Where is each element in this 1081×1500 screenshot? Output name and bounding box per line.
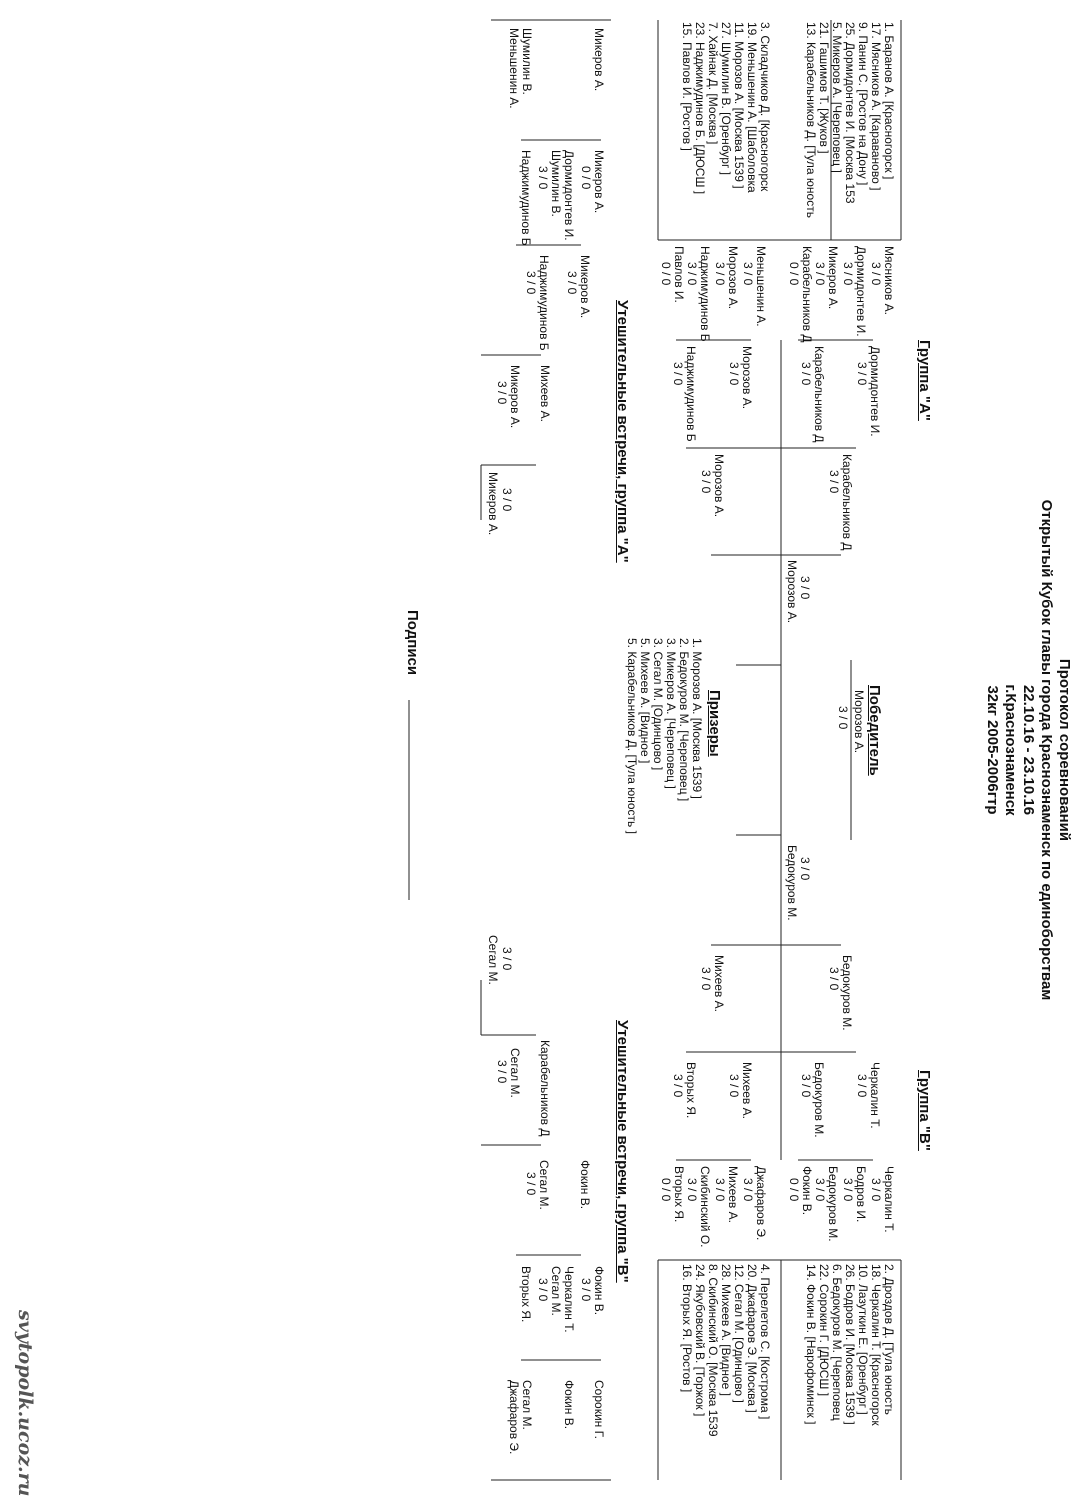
match-score: 3 / 0 bbox=[671, 362, 685, 386]
match-score: 3 / 0 bbox=[524, 271, 538, 295]
match-score: 3 / 0 bbox=[579, 1278, 593, 1302]
group-a-entrant: 13. Карабельников Д. [Тула юность bbox=[804, 22, 818, 218]
prize-entry: 5. Карабельников Д. [Тула юность ] bbox=[625, 638, 639, 834]
group-a-final-winner: Морозов А. bbox=[785, 560, 799, 624]
match-winner: Михеев А. bbox=[538, 365, 552, 422]
group-b-entrant: 6. Бедокуров М. [Череповец bbox=[830, 1264, 844, 1421]
group-a-final-score: 3 / 0 bbox=[798, 576, 812, 600]
group-b-entrant: 2. Дроздов Д. [Тула юность bbox=[882, 1264, 896, 1415]
match-score: 3 / 0 bbox=[855, 1074, 869, 1098]
match-score: 3 / 0 bbox=[813, 262, 827, 286]
group-b-entrant: 24. Якубовский В. [Торжок ] bbox=[693, 1264, 707, 1417]
match-winner: Морозов А. bbox=[712, 454, 726, 518]
match-winner: Дормидонтев И. bbox=[854, 246, 868, 337]
match-winner: Бедокуров М. bbox=[840, 955, 854, 1031]
group-a-entrant: 9. Панин С. [Ростов на Дону ] bbox=[856, 22, 870, 186]
match-score: 3 / 0 bbox=[727, 1074, 741, 1098]
match-winner: Михеев А. bbox=[712, 955, 726, 1012]
consolation-a-final-score: 3 / 0 bbox=[500, 488, 514, 512]
consolation-a-final-winner: Микеров А. bbox=[486, 472, 500, 536]
match-winner: Вторых Я. bbox=[684, 1062, 698, 1119]
winner-score: 3 / 0 bbox=[836, 706, 850, 730]
match-winner: Наджимудинов Б bbox=[684, 346, 698, 442]
consolation-entrant: Сорокин Г. bbox=[592, 1380, 606, 1439]
match-winner: Фокин В. bbox=[578, 1160, 592, 1210]
match-winner: Михеев А. bbox=[740, 1062, 754, 1119]
match-winner: Бодров И. bbox=[854, 1166, 868, 1223]
group-a-entrant: 11. Морозов А. [Москва 1539 ] bbox=[732, 22, 746, 189]
match-score: 3 / 0 bbox=[713, 1178, 727, 1202]
match-score: 0 / 0 bbox=[787, 262, 801, 286]
consolation-entrant: Джафаров Э. bbox=[507, 1380, 521, 1455]
match-winner: Сегал М. bbox=[549, 1266, 563, 1316]
prizes-title: Призеры bbox=[706, 690, 723, 757]
prize-entry: 3. Сегал М. [Одинцово ] bbox=[651, 638, 665, 771]
group-b-entrant: 4. Перелетов С. [Кострома ] bbox=[758, 1264, 772, 1420]
match-winner: Бедокуров М. bbox=[812, 1062, 826, 1138]
group-a-entrant: 27. Шумилин В. [Оренбург ] bbox=[719, 22, 733, 176]
site-watermark: svytopolk.ucoz.ru bbox=[14, 1310, 36, 1497]
consolation-entrant: Шумилин В. bbox=[520, 28, 534, 95]
match-score: 3 / 0 bbox=[536, 1278, 550, 1302]
competition-name: Открытый Кубок главы города Краснознаменск по единоборствам bbox=[1038, 499, 1055, 1001]
match-winner: Павлов И. bbox=[672, 246, 686, 303]
consolation-entrant: Микеров А. bbox=[592, 28, 606, 92]
match-score: 3 / 0 bbox=[699, 967, 713, 991]
match-score: 3 / 0 bbox=[827, 967, 841, 991]
match-score: 3 / 0 bbox=[524, 1172, 538, 1196]
match-score: 3 / 0 bbox=[495, 381, 509, 405]
prize-entry: 1. Морозов А. [Москва 1539 ] bbox=[690, 638, 704, 799]
group-b-entrant: 26. Бодров И. [Москва 1539 ] bbox=[843, 1264, 857, 1425]
group-b-entrant: 16. Вторых Я. [Ростов ] bbox=[680, 1264, 694, 1393]
match-winner: Карабельников Д bbox=[812, 346, 826, 443]
match-winner: Карабельников Д bbox=[840, 454, 854, 551]
match-winner: Бедокуров М. bbox=[826, 1166, 840, 1242]
group-b-entrant: 22. Сорокин Г. [ДЮСШ ] bbox=[817, 1264, 831, 1397]
match-score: 3 / 0 bbox=[841, 262, 855, 286]
prize-entry: 2. Бедокуров М. [Череповец ] bbox=[677, 638, 691, 802]
match-score: 3 / 0 bbox=[685, 262, 699, 286]
match-score: 3 / 0 bbox=[495, 1060, 509, 1084]
group-a-entrant: 23. Наджимудинов Б. [ДЮСШ ] bbox=[693, 22, 707, 195]
match-score: 0 / 0 bbox=[659, 1178, 673, 1202]
match-winner: Наджимудинов Б bbox=[698, 246, 712, 342]
match-winner: Скибинский О. bbox=[698, 1166, 712, 1248]
prize-entry: 5. Михеев А. [Видное ] bbox=[638, 638, 652, 764]
prize-entry: 3. Микеров А. [Череповец ] bbox=[664, 638, 678, 789]
match-score: 3 / 0 bbox=[741, 262, 755, 286]
match-winner: Черкалин Т. bbox=[868, 1062, 882, 1129]
group-a-entrant: 25. Дормидонтев И. [Москва 153 bbox=[843, 22, 857, 204]
match-winner: Дормидонтев И. bbox=[562, 150, 576, 241]
match-score: 3 / 0 bbox=[741, 1178, 755, 1202]
group-b-entrant: 14. Фокин В. [Нарофоминск ] bbox=[804, 1264, 818, 1425]
consolation-entrant: Сегал М. bbox=[520, 1380, 534, 1430]
match-winner: Сегал М. bbox=[508, 1048, 522, 1098]
group-b-title: Группа "В" bbox=[916, 1070, 933, 1151]
match-score: 3 / 0 bbox=[713, 262, 727, 286]
group-b-entrant: 10. Лазуткин Е. [Оренбург ] bbox=[856, 1264, 870, 1415]
group-b-entrant: 8. Скибинский О. [Москва 1539 bbox=[706, 1264, 720, 1437]
match-winner: Меньшенин А. bbox=[754, 246, 768, 327]
match-winner: Микеров А. bbox=[826, 246, 840, 310]
match-winner: Морозов А. bbox=[740, 346, 754, 410]
consolation-entrant: Фокин В. bbox=[562, 1380, 576, 1430]
group-a-entrant: 1. Баранов А. [Красногорск ] bbox=[882, 22, 896, 180]
match-score: 0 / 0 bbox=[787, 1178, 801, 1202]
match-score: 0 / 0 bbox=[659, 262, 673, 286]
match-winner: Микеров А. bbox=[578, 255, 592, 319]
group-a-entrant: 15. Павлов И. [Ростов ] bbox=[680, 22, 694, 151]
match-winner: Черкалин Т. bbox=[562, 1266, 576, 1333]
competition-dates: 22.10.16 - 23.10.16 bbox=[1020, 684, 1037, 816]
competition-city: г.Краснознаменск bbox=[1002, 684, 1019, 816]
match-winner: Шумилин В. bbox=[549, 150, 563, 217]
group-a-entrant: 21. Гашимов Т. [Жуков ] bbox=[817, 22, 831, 154]
match-score: 3 / 0 bbox=[827, 470, 841, 494]
match-winner: Фокин В. bbox=[592, 1266, 606, 1316]
group-b-entrant: 28. Михеев А. [Видное ] bbox=[719, 1264, 733, 1396]
group-b-final-winner: Бедокуров М. bbox=[785, 845, 799, 921]
consolation-a-title: Утешительные встречи, группа "А" bbox=[614, 300, 631, 563]
signatures-label: Подписи bbox=[404, 610, 421, 676]
match-winner: Микеров А. bbox=[508, 365, 522, 429]
match-winner: Вторых Я. bbox=[672, 1166, 686, 1223]
match-winner: Микеров А. bbox=[592, 150, 606, 214]
group-a-title: Группа "А" bbox=[916, 340, 933, 421]
match-winner: Морозов А. bbox=[726, 246, 740, 310]
group-b-entrant: 18. Черкалин Т. [Красногорск bbox=[869, 1264, 883, 1426]
match-winner: Джафаров Э. bbox=[754, 1166, 768, 1241]
group-a-entrant: 17. Мясников А. [Караваново ] bbox=[869, 22, 883, 191]
weight-category: 32кг 2005-2006гтр bbox=[984, 685, 1001, 815]
match-winner: Черкалин Т. bbox=[882, 1166, 896, 1233]
consolation-b-title: Утешительные встречи, группа "В" bbox=[614, 1020, 631, 1283]
match-winner: Наджимудинов Б bbox=[537, 255, 551, 351]
match-score: 3 / 0 bbox=[841, 1178, 855, 1202]
match-score: 0 / 0 bbox=[579, 166, 593, 190]
match-score: 3 / 0 bbox=[869, 1178, 883, 1202]
match-winner: Карабельников Д bbox=[800, 246, 814, 343]
match-score: 3 / 0 bbox=[727, 362, 741, 386]
match-score: 3 / 0 bbox=[799, 1074, 813, 1098]
group-b-entrant: 12. Сегал М. [Одинцово ] bbox=[732, 1264, 746, 1403]
match-winner: Сегал М. bbox=[537, 1160, 551, 1210]
winner-name: Морозов А. bbox=[852, 690, 866, 754]
match-winner: Михеев А. bbox=[726, 1166, 740, 1223]
consolation-b-final-winner: Сегал М. bbox=[486, 935, 500, 985]
winner-title: Победитель bbox=[866, 685, 883, 776]
match-winner: Мясников А. bbox=[882, 246, 896, 315]
match-score: 3 / 0 bbox=[565, 271, 579, 295]
consolation-b-final-score: 3 / 0 bbox=[500, 947, 514, 971]
consolation-entrant: Меньшенин А. bbox=[507, 28, 521, 109]
group-b-entrant: 20. Джафаров Э. [Москва ] bbox=[745, 1264, 759, 1413]
match-score: 3 / 0 bbox=[855, 362, 869, 386]
match-score: 3 / 0 bbox=[536, 166, 550, 190]
match-winner: Наджимудинов Б bbox=[519, 150, 533, 246]
match-score: 3 / 0 bbox=[869, 262, 883, 286]
match-winner: Вторых Я. bbox=[519, 1266, 533, 1323]
group-a-entrant: 7. Хайнак Д. [Москва ] bbox=[706, 22, 720, 145]
protocol-title: Протокол соревнований bbox=[1056, 658, 1073, 842]
group-a-entrant: 3. Складчиков Д. [Красногорск bbox=[758, 22, 772, 192]
match-score: 3 / 0 bbox=[799, 362, 813, 386]
match-score: 3 / 0 bbox=[685, 1178, 699, 1202]
match-score: 3 / 0 bbox=[813, 1178, 827, 1202]
group-a-entrant: 5. Микеров А. [Череповец ] bbox=[830, 22, 844, 173]
match-winner: Дормидонтев И. bbox=[868, 346, 882, 437]
group-b-final-score: 3 / 0 bbox=[798, 857, 812, 881]
match-winner: Карабельников Д bbox=[538, 1040, 552, 1137]
match-score: 3 / 0 bbox=[699, 470, 713, 494]
match-winner: Фокин В. bbox=[800, 1166, 814, 1216]
match-score: 3 / 0 bbox=[671, 1074, 685, 1098]
group-a-entrant: 19. Меньшенин А. [Шаболовка bbox=[745, 22, 759, 193]
